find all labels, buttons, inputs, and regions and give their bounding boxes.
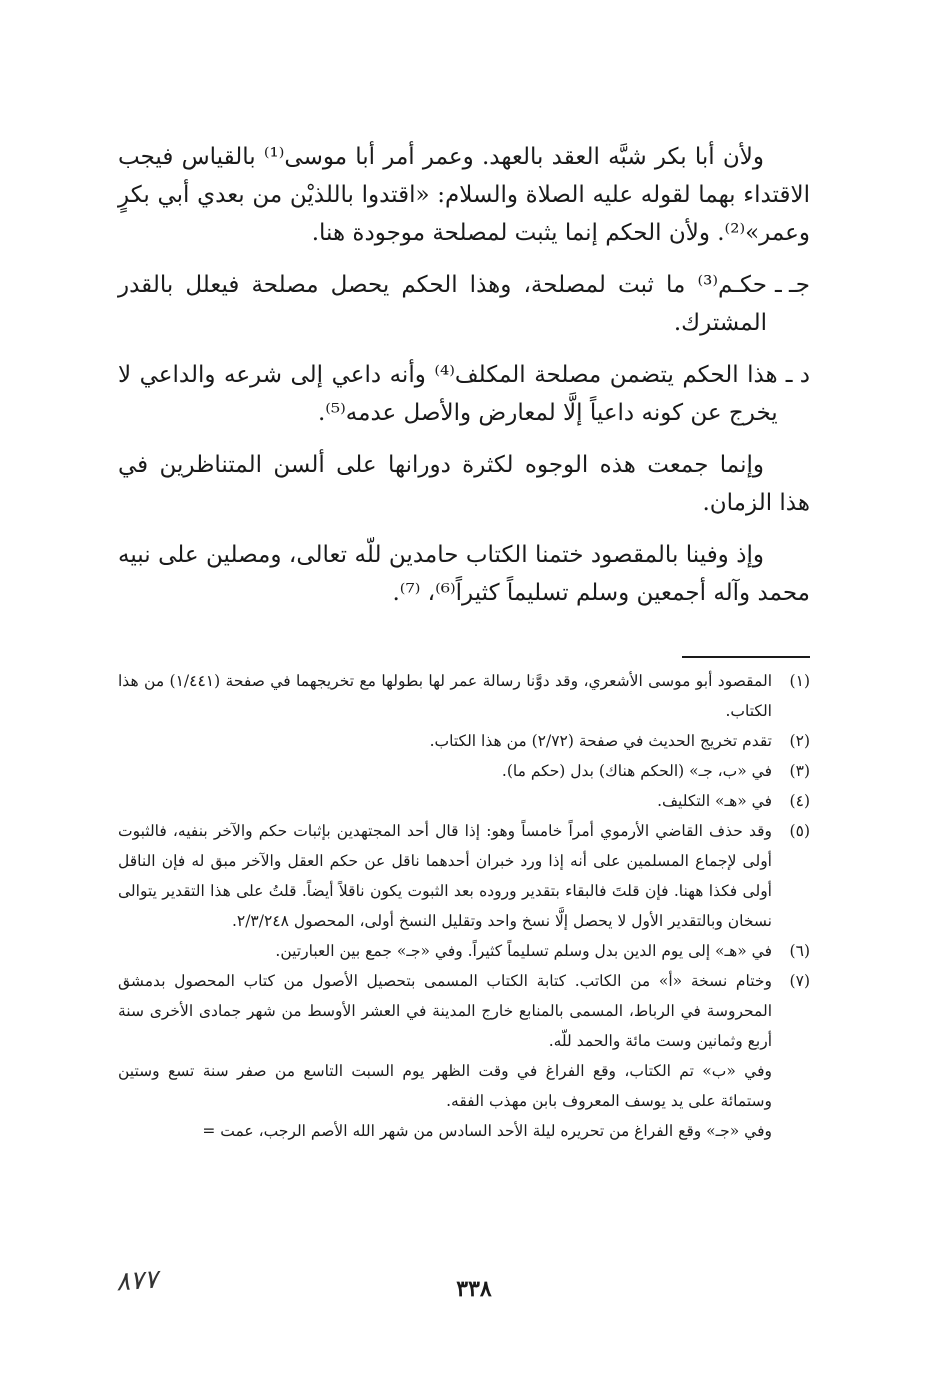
footnote-number: (٧) (789, 972, 810, 990)
footnote-7-continuation: وفي «ب» تم الكتاب، وقع الفراغ في وقت الظهر يوم السبت التاسع من صفر سنة تسع وستين وستمائة على يد يوسف المعروف بابن مهذب الفقه. (118, 1062, 772, 1110)
item-jim-text: حكـم⁽³⁾ ما ثبت لمصلحة، وهذا الحكم يحصل مصلحة فيعلل بالقدر المشترك. (118, 272, 767, 336)
item-dal-text: هذا الحكم يتضمن مصلحة المكلف⁽⁴⁾ وأنه داعي إلى شرعه والداعي لا يخرج عن كونه داعياً إلَّا لمعارض والأصل عدمه⁽⁵⁾. (118, 362, 778, 426)
footnote-text: في «هـ» التكليف. (657, 792, 772, 810)
paragraph-2: وإنما جمعت هذه الوجوه لكثرة دورانها على ألسن المتناظرين في هذا الزمان. (118, 452, 810, 516)
footnote-text: في «ب، جـ» (الحكم هناك) بدل (حكم ما). (501, 762, 772, 780)
handwritten-mark: ٨٧٧ (115, 1264, 159, 1298)
page-content (118, 138, 810, 1146)
footnote (118, 666, 810, 726)
footnote-number: (٥) (789, 822, 810, 840)
footnote-number: (٦) (789, 942, 810, 960)
paragraph-3: وإذ وفينا بالمقصود ختمنا الكتاب حامدين للّه تعالى، ومصلين على نبيه محمد وآله أجمعين وسلم تسليماً كثيراً⁽⁶⁾، ⁽⁷⁾. (118, 542, 810, 606)
footnote-text: وختام نسخة «أ» من الكاتب. كتابة الكتاب المسمى بتحصيل الأصول من كتاب المحصول بدمشق المحروسة في الرباط، المسمى بالمنابع خارج المدينة في العشر الأوسط من شهر جمادى الأخرى سنة أربع وثمانين وست مائة والحمد للّه. (118, 972, 772, 1050)
footnote-text: وقد حذف القاضي الأرموي أمراً خامساً وهو: إذا قال أحد المجتهدين بإثبات حكم والآخر بنفيه، فالثبوت أولى لإجماع المسلمين على أنه إذا ورد خبران أحدهما ناقل عن حكم العقل والآخر مبق له فإن الناقل أولى فكذا ههنا. فإن قلتَ فالبقاء بتقدير وروده بعد الثبوت يكون ناقلاً أيضاً. قلتُ على هذا التقدير يتوالى نسخان وبالتقدير الأول لا يحصل إلَّا نسخ واحد وتقليل النسخ أولى، المحصول ٢/٣/٢٤٨. (118, 822, 772, 930)
page-number: ٣٣٨ (456, 1276, 492, 1302)
footnote (118, 816, 810, 936)
footnote-separator-wrap (118, 626, 810, 666)
footnote-7-continuation: وفي «جـ» وقع الفراغ من تحريره ليلة الأحد السادس من شهر الله الأصم الرجب، عمت = (202, 1122, 772, 1140)
item-dal-marker: د ـ (785, 362, 810, 388)
footnote (118, 936, 810, 966)
footnote-text: تقدم تخريج الحديث في صفحة (٢/٧٢) من هذا الكتاب. (429, 732, 772, 750)
paragraph-1: ولأن أبا بكر شبَّه العقد بالعهد. وعمر أمر أبا موسى⁽¹⁾ بالقياس فيجب الاقتداء بهما لقوله عليه الصلاة والسلام: «اقتدوا باللذيْن من بعدي أبي بكرٍ وعمر»⁽²⁾. ولأن الحكم إنما يثبت لمصلحة موجودة هنا. (118, 144, 810, 246)
footnote-number: (٢) (789, 732, 810, 750)
footnote-separator (682, 656, 810, 658)
footnote (118, 786, 810, 816)
item-dal (118, 356, 810, 432)
footnote (118, 966, 810, 1056)
footnote-text: المقصود أبو موسى الأشعري، وقد دوَّنا رسالة عمر لها بطولها مع تخريجهما في صفحة (١/٤٤١) من هذا الكتاب. (118, 672, 772, 720)
footnote (118, 756, 810, 786)
footnotes (118, 666, 810, 1146)
item-jim (118, 266, 810, 342)
footnote (118, 726, 810, 756)
footnote-number: (٣) (789, 762, 810, 780)
footnote-number: (١) (789, 672, 810, 690)
footnote-text: في «هـ» إلى يوم الدين بدل وسلم تسليماً كثيراً. وفي «جـ» جمع بين العبارتين. (275, 942, 772, 960)
item-jim-marker: جـ ـ (774, 272, 810, 298)
footnote-number: (٤) (789, 792, 810, 810)
